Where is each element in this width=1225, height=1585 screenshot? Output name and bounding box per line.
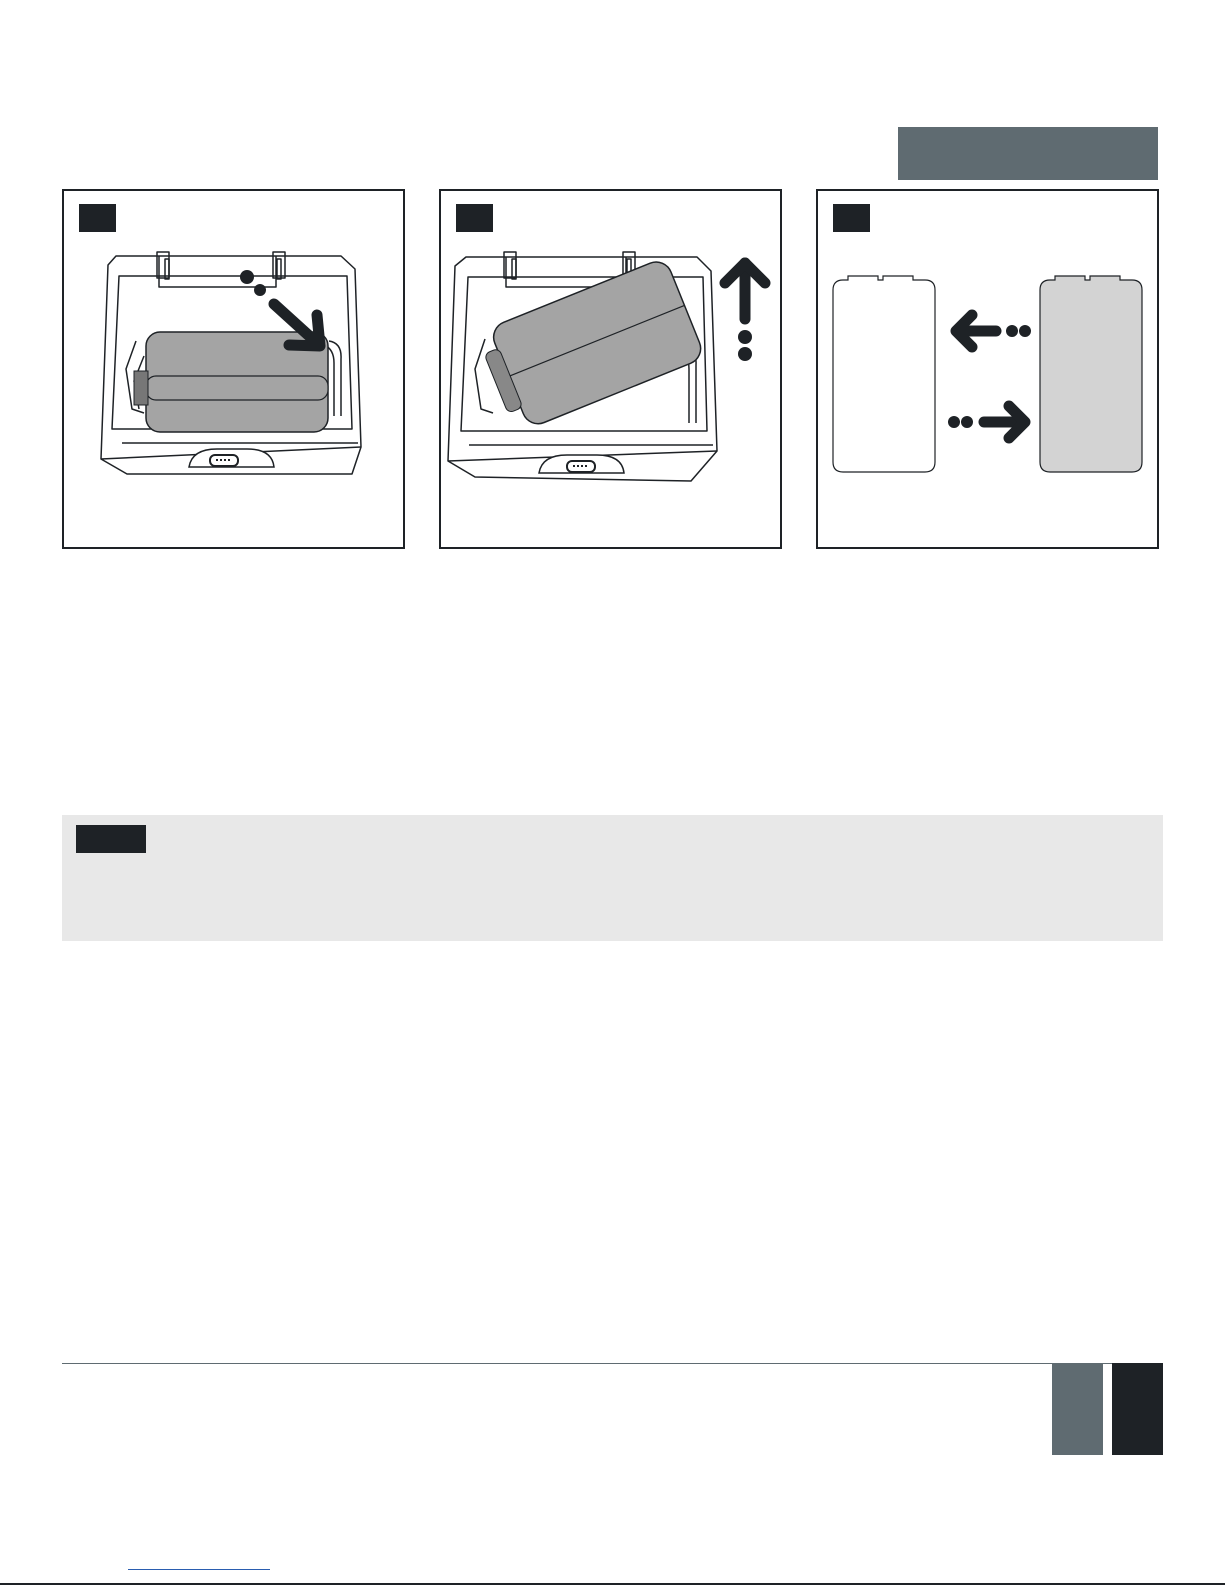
usb-port-icon — [189, 449, 274, 467]
battery-removal-illustration — [441, 191, 780, 547]
step-panel-3 — [816, 189, 1159, 549]
battery-icon — [476, 257, 706, 434]
arrow-up-icon — [725, 263, 765, 361]
footer-link-underline[interactable] — [128, 1569, 270, 1570]
usb-port-icon — [539, 455, 624, 473]
step-panel-2 — [439, 189, 782, 549]
step-panel-1 — [62, 189, 405, 549]
note-box — [62, 815, 1163, 941]
note-badge — [76, 825, 146, 853]
page-number-right — [1112, 1363, 1163, 1455]
arrow-right-icon — [948, 406, 1025, 438]
battery-swap-illustration — [818, 191, 1157, 547]
page-number-left — [1052, 1363, 1103, 1455]
arrow-left-icon — [956, 315, 1031, 347]
battery-icon — [833, 276, 935, 472]
footer-divider — [62, 1363, 1163, 1364]
section-header-tab — [898, 127, 1158, 180]
battery-icon — [1040, 276, 1142, 472]
battery-compartment-illustration — [64, 191, 403, 547]
